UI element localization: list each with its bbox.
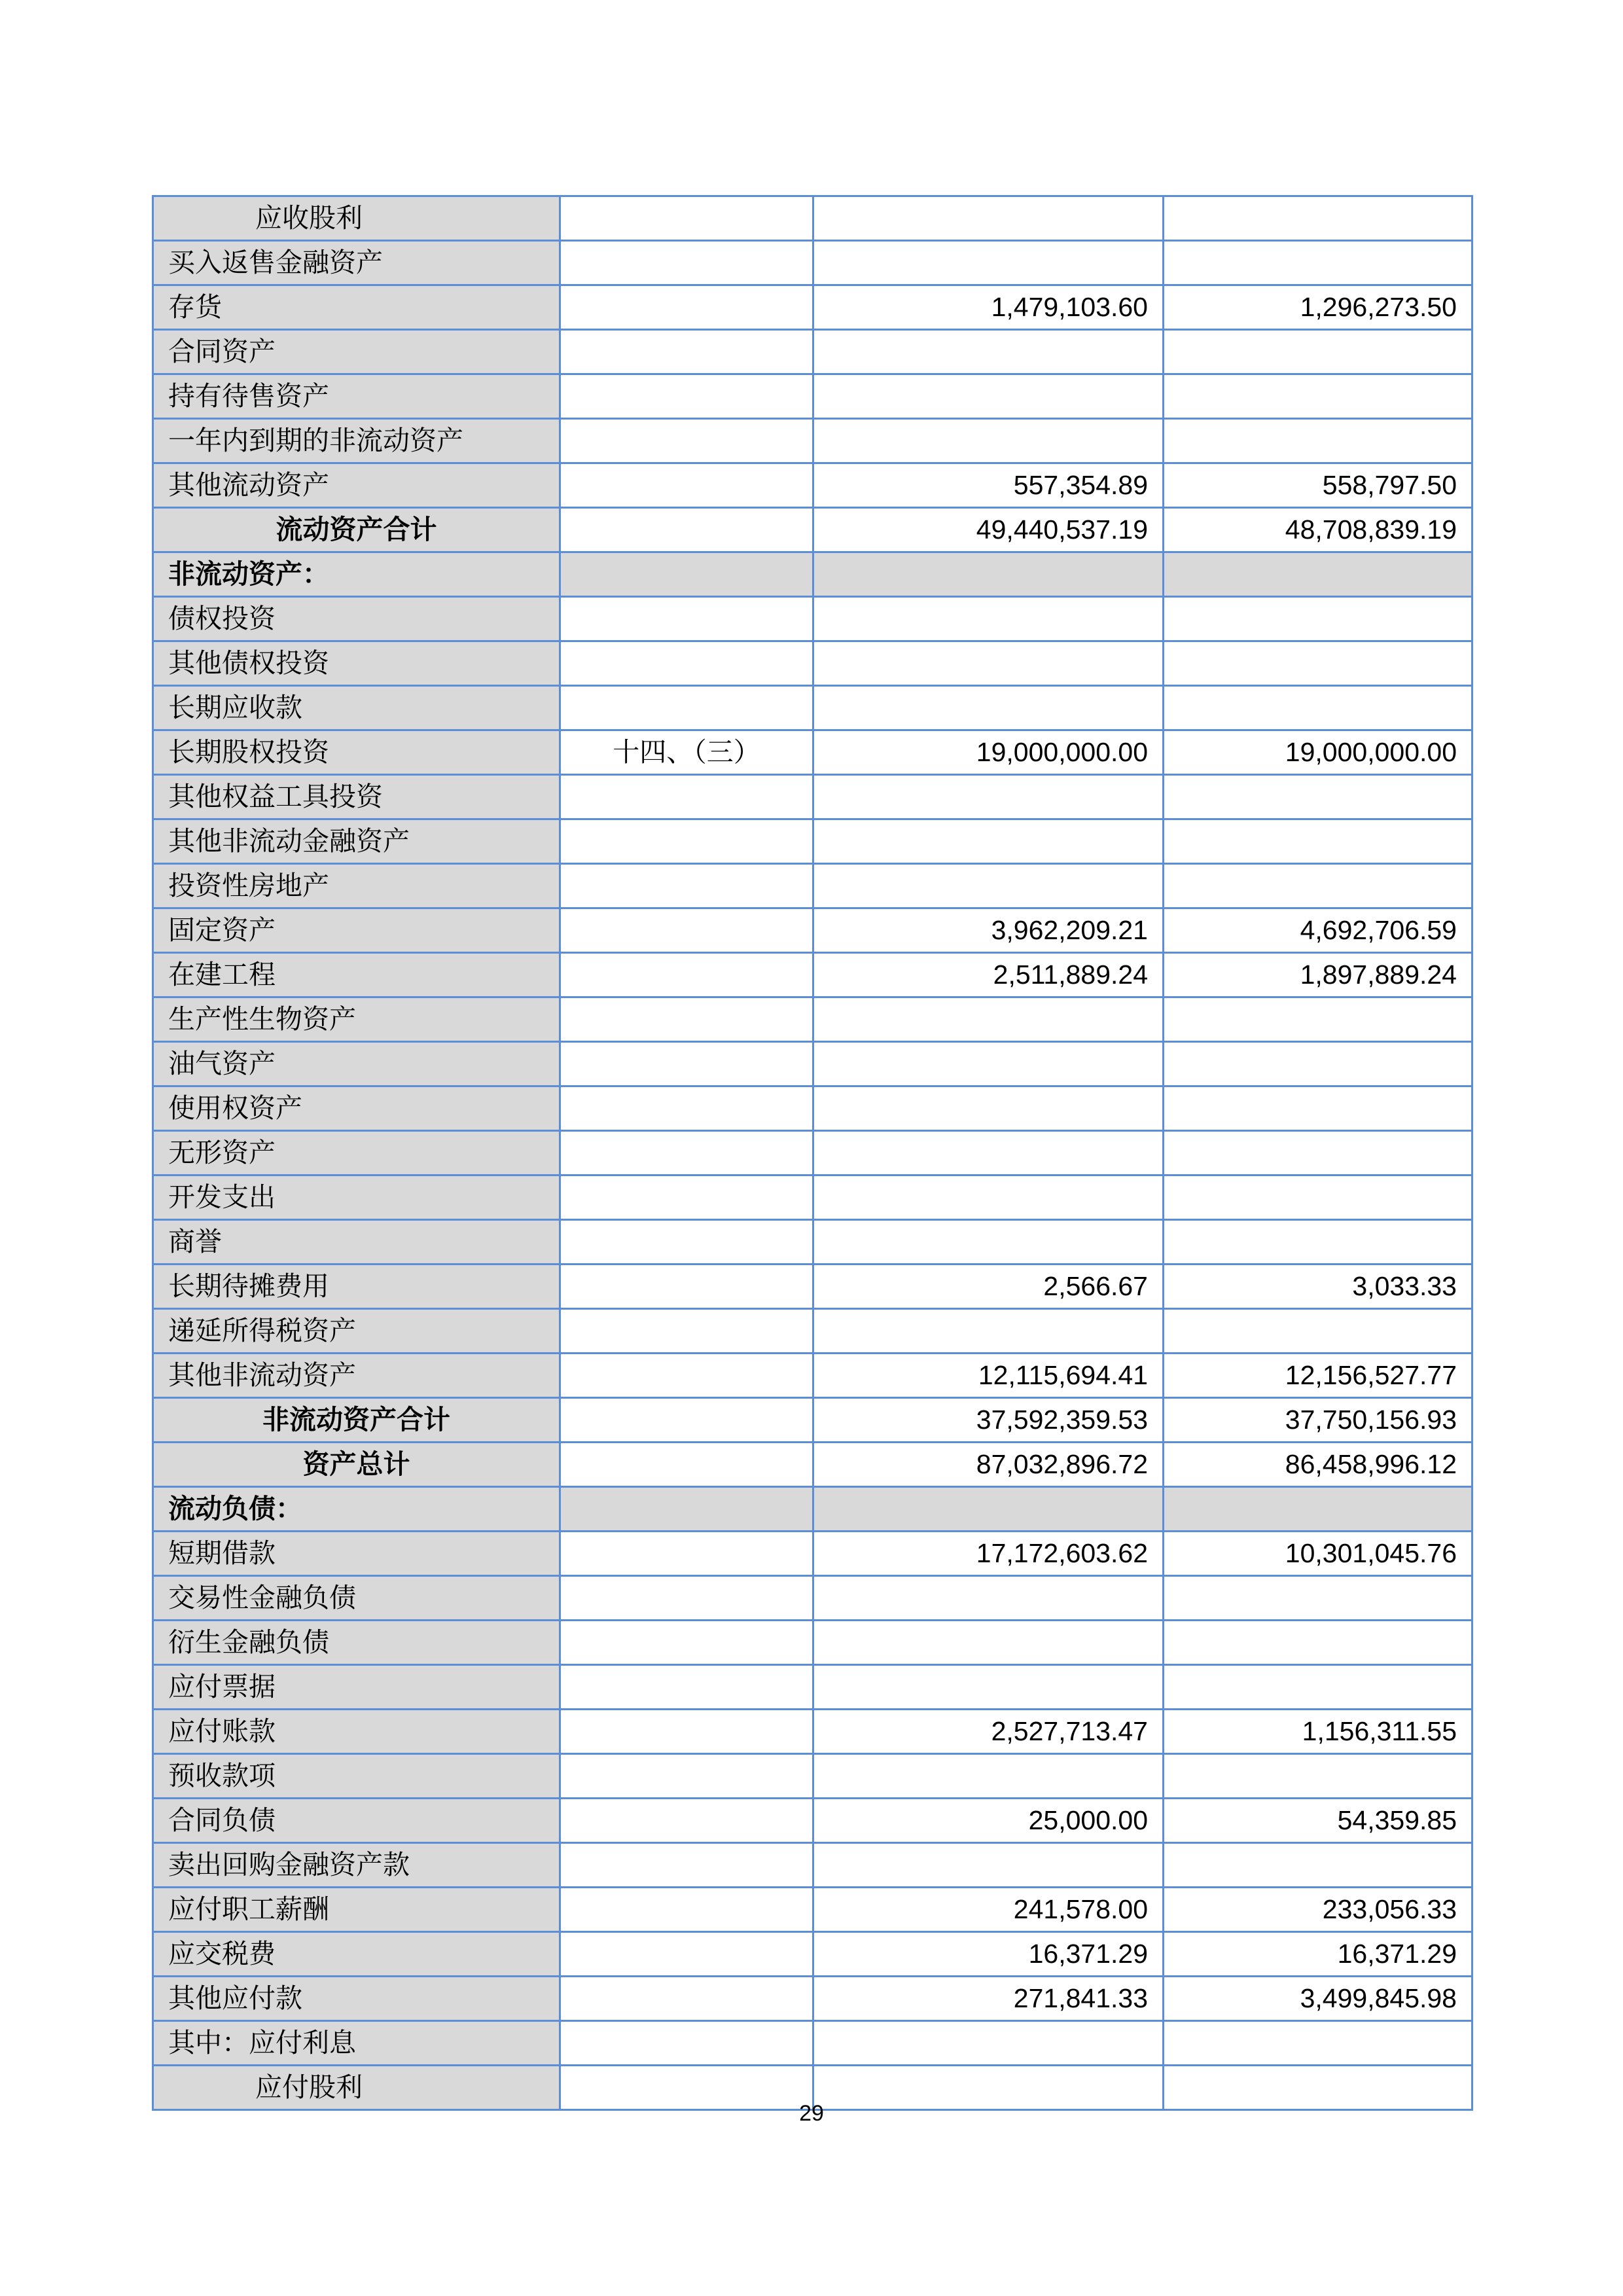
table-row — [153, 419, 1472, 463]
table-row — [153, 1175, 1472, 1220]
table-row — [153, 730, 1472, 775]
row-note — [560, 552, 813, 597]
row-prior-amount — [1164, 1843, 1472, 1888]
table-row — [153, 864, 1472, 908]
row-label: 长期股权投资 — [153, 730, 560, 775]
row-prior-amount: 4,692,706.59 — [1164, 908, 1472, 953]
row-prior-amount — [1164, 686, 1472, 730]
row-label: 投资性房地产 — [153, 864, 560, 908]
row-prior-amount: 54,359.85 — [1164, 1799, 1472, 1843]
row-label: 固定资产 — [153, 908, 560, 953]
balance-sheet-table — [152, 195, 1473, 2111]
row-label: 递延所得税资产 — [153, 1309, 560, 1354]
row-label: 其他流动资产 — [153, 463, 560, 508]
row-current-amount — [813, 1843, 1164, 1888]
table-row — [153, 1977, 1472, 2021]
table-row — [153, 1843, 1472, 1888]
row-label: 流动负债： — [153, 1487, 560, 1532]
table-row — [153, 1131, 1472, 1175]
row-prior-amount: 3,033.33 — [1164, 1265, 1472, 1309]
row-note — [560, 864, 813, 908]
row-label: 交易性金融负债 — [153, 1576, 560, 1621]
row-current-amount — [813, 1220, 1164, 1265]
table-row — [153, 285, 1472, 330]
row-note — [560, 1220, 813, 1265]
table-row — [153, 1265, 1472, 1309]
row-prior-amount: 12,156,527.77 — [1164, 1354, 1472, 1398]
row-current-amount: 2,566.67 — [813, 1265, 1164, 1309]
table-row — [153, 686, 1472, 730]
row-prior-amount — [1164, 597, 1472, 641]
row-label: 衍生金融负债 — [153, 1621, 560, 1665]
row-prior-amount: 86,458,996.12 — [1164, 1443, 1472, 1487]
table-row — [153, 775, 1472, 819]
table-row — [153, 819, 1472, 864]
table-row — [153, 1532, 1472, 1576]
row-prior-amount: 1,156,311.55 — [1164, 1710, 1472, 1754]
row-note — [560, 1932, 813, 1977]
row-note — [560, 997, 813, 1042]
table-row — [153, 241, 1472, 285]
table-row — [153, 1621, 1472, 1665]
table-row — [153, 1799, 1472, 1843]
row-note — [560, 1621, 813, 1665]
row-label: 持有待售资产 — [153, 374, 560, 419]
row-note — [560, 1977, 813, 2021]
row-note — [560, 1354, 813, 1398]
row-current-amount: 12,115,694.41 — [813, 1354, 1164, 1398]
row-label: 流动资产合计 — [153, 508, 560, 552]
row-label: 其他权益工具投资 — [153, 775, 560, 819]
table-row — [153, 374, 1472, 419]
row-label: 合同负债 — [153, 1799, 560, 1843]
row-note — [560, 241, 813, 285]
row-note — [560, 1532, 813, 1576]
table-row — [153, 1665, 1472, 1710]
table-row — [153, 1354, 1472, 1398]
table-row — [153, 196, 1472, 241]
row-current-amount: 3,962,209.21 — [813, 908, 1164, 953]
row-note — [560, 285, 813, 330]
row-note — [560, 2021, 813, 2066]
row-note — [560, 1443, 813, 1487]
row-label: 其中：应付利息 — [153, 2021, 560, 2066]
row-prior-amount — [1164, 241, 1472, 285]
row-current-amount — [813, 552, 1164, 597]
row-note — [560, 374, 813, 419]
row-prior-amount: 233,056.33 — [1164, 1888, 1472, 1932]
row-prior-amount: 3,499,845.98 — [1164, 1977, 1472, 2021]
row-prior-amount: 48,708,839.19 — [1164, 508, 1472, 552]
row-label: 应付股利 — [153, 2066, 560, 2110]
row-note — [560, 1175, 813, 1220]
row-note — [560, 1131, 813, 1175]
row-note — [560, 1843, 813, 1888]
row-label: 在建工程 — [153, 953, 560, 997]
row-note — [560, 1265, 813, 1309]
row-prior-amount: 19,000,000.00 — [1164, 730, 1472, 775]
row-prior-amount: 16,371.29 — [1164, 1932, 1472, 1977]
row-current-amount: 271,841.33 — [813, 1977, 1164, 2021]
table-row — [153, 330, 1472, 374]
row-label: 卖出回购金融资产款 — [153, 1843, 560, 1888]
table-row — [153, 1754, 1472, 1799]
row-note — [560, 508, 813, 552]
table-row — [153, 508, 1472, 552]
row-current-amount: 87,032,896.72 — [813, 1443, 1164, 1487]
row-prior-amount — [1164, 1086, 1472, 1131]
row-note — [560, 196, 813, 241]
row-prior-amount — [1164, 1309, 1472, 1354]
row-current-amount: 2,511,889.24 — [813, 953, 1164, 997]
row-prior-amount: 1,897,889.24 — [1164, 953, 1472, 997]
row-note — [560, 1799, 813, 1843]
table-row — [153, 1888, 1472, 1932]
row-prior-amount — [1164, 196, 1472, 241]
row-current-amount — [813, 1487, 1164, 1532]
row-prior-amount — [1164, 374, 1472, 419]
row-prior-amount: 10,301,045.76 — [1164, 1532, 1472, 1576]
row-prior-amount — [1164, 1220, 1472, 1265]
row-note — [560, 686, 813, 730]
table-row — [153, 1309, 1472, 1354]
table-row — [153, 597, 1472, 641]
row-current-amount — [813, 1042, 1164, 1086]
table-row — [153, 1932, 1472, 1977]
row-label: 应付账款 — [153, 1710, 560, 1754]
row-label: 一年内到期的非流动资产 — [153, 419, 560, 463]
row-prior-amount — [1164, 1131, 1472, 1175]
row-prior-amount — [1164, 775, 1472, 819]
row-label: 资产总计 — [153, 1443, 560, 1487]
table-row — [153, 1220, 1472, 1265]
row-current-amount — [813, 1131, 1164, 1175]
row-label: 生产性生物资产 — [153, 997, 560, 1042]
row-current-amount — [813, 2021, 1164, 2066]
row-note — [560, 819, 813, 864]
row-current-amount — [813, 330, 1164, 374]
row-prior-amount — [1164, 2021, 1472, 2066]
row-label: 无形资产 — [153, 1131, 560, 1175]
row-note — [560, 1576, 813, 1621]
row-note — [560, 419, 813, 463]
row-prior-amount: 558,797.50 — [1164, 463, 1472, 508]
row-note — [560, 1309, 813, 1354]
row-label: 非流动资产合计 — [153, 1398, 560, 1443]
row-prior-amount — [1164, 419, 1472, 463]
table-row — [153, 2021, 1472, 2066]
table-row — [153, 1398, 1472, 1443]
row-label: 其他非流动金融资产 — [153, 819, 560, 864]
row-current-amount — [813, 1309, 1164, 1354]
table-row — [153, 1443, 1472, 1487]
row-current-amount: 37,592,359.53 — [813, 1398, 1164, 1443]
row-label: 其他债权投资 — [153, 641, 560, 686]
table-row — [153, 997, 1472, 1042]
row-prior-amount — [1164, 1754, 1472, 1799]
row-note — [560, 953, 813, 997]
row-current-amount: 25,000.00 — [813, 1799, 1164, 1843]
row-note — [560, 1398, 813, 1443]
row-current-amount: 2,527,713.47 — [813, 1710, 1164, 1754]
row-label: 长期应收款 — [153, 686, 560, 730]
table-row — [153, 641, 1472, 686]
row-label: 应收股利 — [153, 196, 560, 241]
row-current-amount — [813, 374, 1164, 419]
row-current-amount — [813, 641, 1164, 686]
row-label: 短期借款 — [153, 1532, 560, 1576]
row-prior-amount — [1164, 1621, 1472, 1665]
row-note — [560, 1710, 813, 1754]
row-label: 预收款项 — [153, 1754, 560, 1799]
row-label: 其他非流动资产 — [153, 1354, 560, 1398]
row-label: 应付票据 — [153, 1665, 560, 1710]
row-note — [560, 641, 813, 686]
row-prior-amount: 37,750,156.93 — [1164, 1398, 1472, 1443]
row-note — [560, 1042, 813, 1086]
row-label: 油气资产 — [153, 1042, 560, 1086]
table-row — [153, 552, 1472, 597]
row-current-amount: 16,371.29 — [813, 1932, 1164, 1977]
row-prior-amount — [1164, 641, 1472, 686]
row-prior-amount — [1164, 1175, 1472, 1220]
row-current-amount — [813, 686, 1164, 730]
row-prior-amount — [1164, 1042, 1472, 1086]
row-current-amount — [813, 775, 1164, 819]
row-label: 存货 — [153, 285, 560, 330]
row-current-amount — [813, 241, 1164, 285]
row-label: 合同资产 — [153, 330, 560, 374]
row-current-amount: 49,440,537.19 — [813, 508, 1164, 552]
row-label: 应付职工薪酬 — [153, 1888, 560, 1932]
row-label: 使用权资产 — [153, 1086, 560, 1131]
table-row — [153, 1710, 1472, 1754]
row-note — [560, 1754, 813, 1799]
row-note — [560, 1888, 813, 1932]
row-note — [560, 1086, 813, 1131]
row-prior-amount — [1164, 1487, 1472, 1532]
table-row — [153, 1042, 1472, 1086]
row-prior-amount — [1164, 997, 1472, 1042]
row-label: 其他应付款 — [153, 1977, 560, 2021]
row-current-amount — [813, 1086, 1164, 1131]
page-number: 29 — [799, 2101, 824, 2126]
row-label: 债权投资 — [153, 597, 560, 641]
row-current-amount: 557,354.89 — [813, 463, 1164, 508]
row-label: 应交税费 — [153, 1932, 560, 1977]
row-current-amount — [813, 1621, 1164, 1665]
row-prior-amount — [1164, 1665, 1472, 1710]
row-current-amount — [813, 419, 1164, 463]
row-current-amount — [813, 1665, 1164, 1710]
row-label: 商誉 — [153, 1220, 560, 1265]
row-prior-amount — [1164, 1576, 1472, 1621]
row-note — [560, 908, 813, 953]
row-current-amount: 1,479,103.60 — [813, 285, 1164, 330]
row-label: 开发支出 — [153, 1175, 560, 1220]
row-current-amount: 241,578.00 — [813, 1888, 1164, 1932]
row-current-amount: 17,172,603.62 — [813, 1532, 1164, 1576]
row-current-amount: 19,000,000.00 — [813, 730, 1164, 775]
row-note — [560, 1665, 813, 1710]
table-row — [153, 953, 1472, 997]
row-note — [560, 330, 813, 374]
row-prior-amount — [1164, 864, 1472, 908]
row-note — [560, 463, 813, 508]
row-current-amount — [813, 196, 1164, 241]
row-note — [560, 1487, 813, 1532]
row-prior-amount — [1164, 819, 1472, 864]
balance-sheet-body — [153, 196, 1472, 2110]
row-label: 非流动资产： — [153, 552, 560, 597]
table-row — [153, 1576, 1472, 1621]
row-prior-amount — [1164, 330, 1472, 374]
table-row — [153, 1487, 1472, 1532]
row-note — [560, 775, 813, 819]
table-row — [153, 1086, 1472, 1131]
row-prior-amount — [1164, 552, 1472, 597]
row-current-amount — [813, 997, 1164, 1042]
table-row — [153, 908, 1472, 953]
row-prior-amount: 1,296,273.50 — [1164, 285, 1472, 330]
row-current-amount — [813, 1576, 1164, 1621]
row-current-amount — [813, 819, 1164, 864]
row-note: 十四、（三） — [560, 730, 813, 775]
row-current-amount — [813, 1754, 1164, 1799]
row-current-amount — [813, 1175, 1164, 1220]
row-label: 买入返售金融资产 — [153, 241, 560, 285]
row-current-amount — [813, 597, 1164, 641]
table-row — [153, 463, 1472, 508]
row-note — [560, 597, 813, 641]
row-current-amount — [813, 864, 1164, 908]
row-label: 长期待摊费用 — [153, 1265, 560, 1309]
